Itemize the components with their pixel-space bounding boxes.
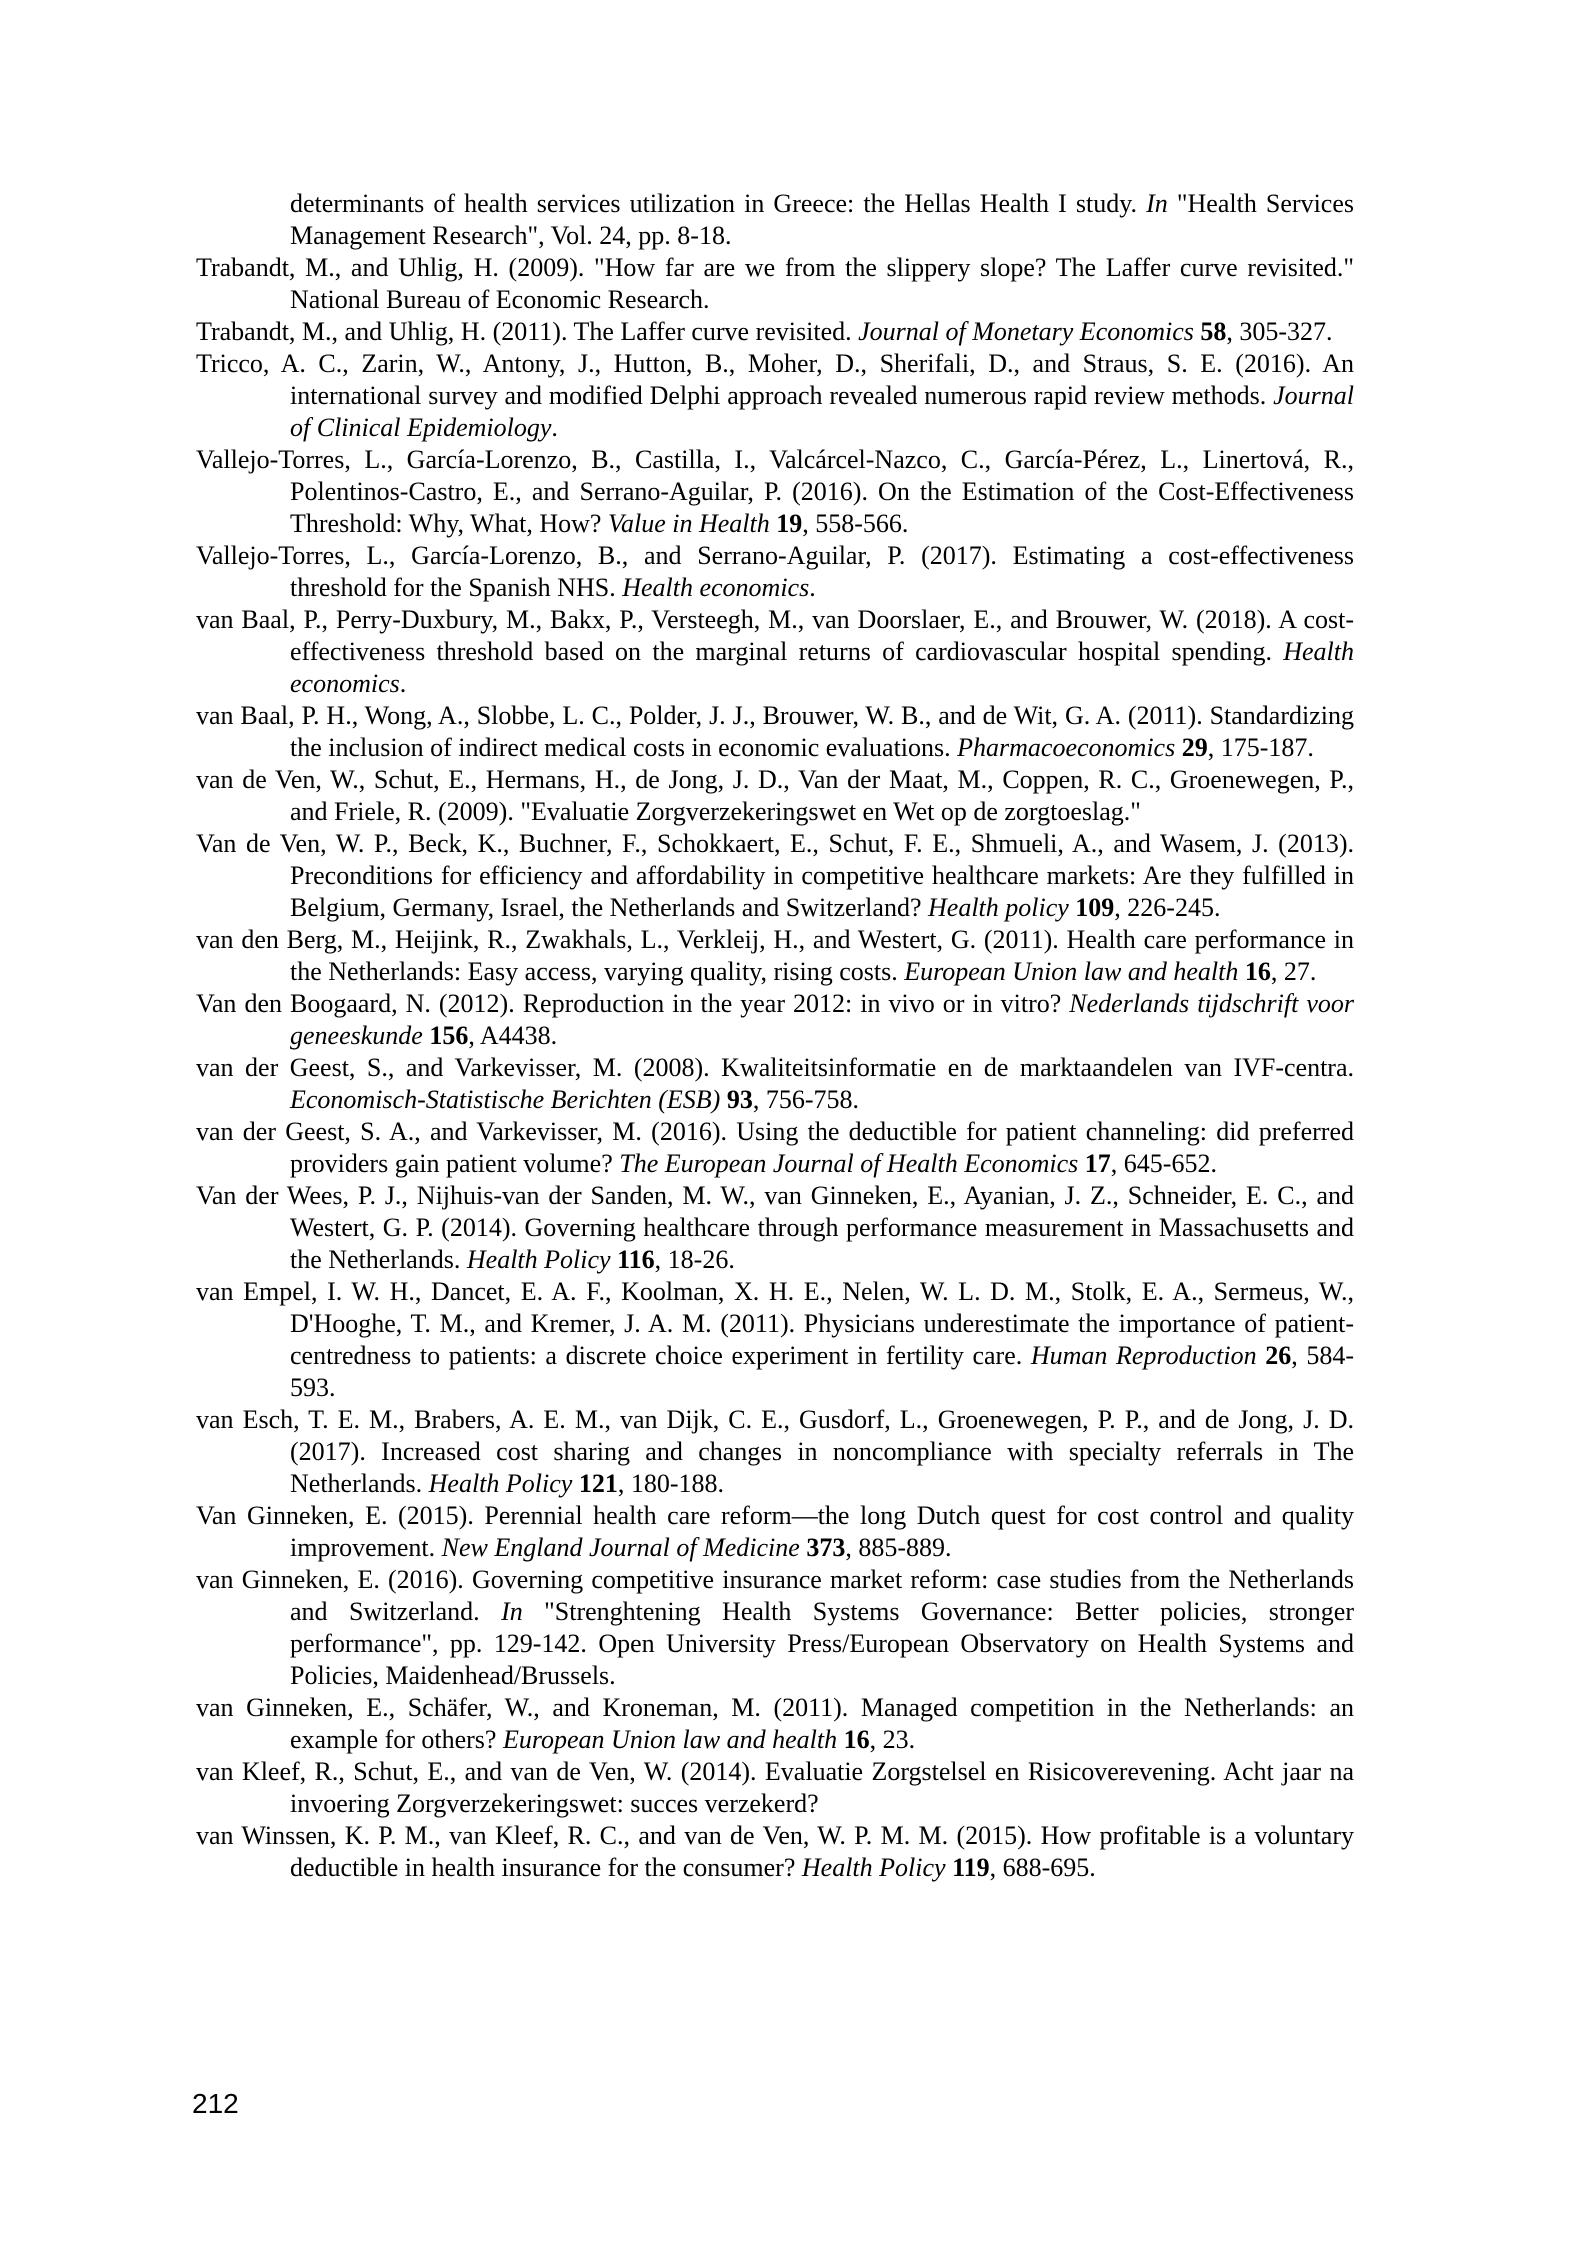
journal-title: Health policy [928,893,1069,922]
reference-text: van Baal, P. H., Wong, A., Slobbe, L. C., Polder, J. J., Brouwer, W. B., and de Wit, G. A. (2011). Standardizing the inclusion of indirect medical costs in economic evaluations. [196,701,1354,762]
reference-text: Trabandt, M., and Uhlig, H. (2011). The Laffer curve revisited. [196,317,859,346]
reference-entry [196,764,1354,828]
journal-title: Nederlands tijdschrift voor geneeskunde [290,989,1354,1050]
reference-text: Van den Boogaard, N. (2012). Reproduction in the year 2012: in vivo or in vitro? [196,989,1070,1018]
references-list [196,188,1354,1884]
reference-entry [196,444,1354,540]
journal-title: In [501,1597,523,1626]
volume-number: 19 [776,509,803,538]
journal-title: Economisch-Statistische Berichten (ESB) [290,1085,721,1114]
reference-entry [196,1820,1354,1884]
reference-entry [196,604,1354,700]
reference-text: van Kleef, R., Schut, E., and van de Ven, W. (2014). Evaluatie Zorgstelsel en Risicoverevening. Acht jaar na invoering Zorgverzekeringswet: succes verzekerd? [196,1757,1354,1818]
reference-text: "Strenghtening Health Systems Governance: Better policies, stronger performance", pp. 129-142. Open University Press/European Observatory on Health Systems and Policies, Maidenhead/Brussels. [290,1597,1354,1690]
journal-title: European Union law and health [904,957,1239,986]
journal-title: Health economics [290,637,1354,698]
reference-entry [196,1564,1354,1692]
volume-number: 29 [1181,733,1208,762]
volume-number: 26 [1265,1341,1292,1370]
reference-entry [196,1756,1354,1820]
reference-text: determinants of health services utilization in Greece: the Hellas Health I study. [290,189,1147,218]
reference-text: van der Geest, S. A., and Varkevisser, M. (2016). Using the deductible for patient channeling: did preferred providers gain patient volume? [196,1117,1354,1178]
journal-title: New England Journal of Medicine [441,1533,800,1562]
reference-text: van Winssen, K. P. M., van Kleef, R. C., and van de Ven, W. P. M. M. (2015). How profitable is a voluntary deductible in health insurance for the consumer? [196,1821,1354,1882]
reference-text: . [551,413,558,442]
journal-title: European Union law and health [502,1725,838,1754]
volume-number: 17 [1084,1149,1111,1178]
reference-entry [196,1052,1354,1116]
volume-number: 16 [843,1725,870,1754]
volume-number: 109 [1075,893,1115,922]
reference-text: Trabandt, M., and Uhlig, H. (2009). "How far are we from the slippery slope? The Laffer curve revisited." National Bureau of Economic Research. [196,253,1354,314]
reference-entry [196,1500,1354,1564]
reference-entry [196,828,1354,924]
volume-number: 116 [617,1245,655,1274]
volume-number: 58 [1200,317,1227,346]
reference-text: . [809,573,816,602]
reference-text: , 180-188. [617,1469,724,1498]
reference-entry [196,1276,1354,1404]
reference-text: , 226-245. [1114,893,1221,922]
reference-text: van Ginneken, E., Schäfer, W., and Kroneman, M. (2011). Managed competition in the Netherlands: an example for others? [196,1693,1354,1754]
journal-title: Health Policy [801,1853,946,1882]
reference-entry [196,540,1354,604]
journal-title: Health economics [622,573,810,602]
reference-text: , 27. [1270,957,1317,986]
journal-title: Journal of Monetary Economics [858,317,1194,346]
reference-text: van Baal, P., Perry-Duxbury, M., Bakx, P., Versteegh, M., van Doorslaer, E., and Brouwer, W. (2018). A cost-effectiveness threshold based on the marginal returns of cardiovascular hospital spending. [196,605,1354,666]
reference-entry [196,1180,1354,1276]
reference-text: . [399,669,407,698]
reference-entry [196,1404,1354,1500]
reference-text: van de Ven, W., Schut, E., Hermans, H., de Jong, J. D., Van der Maat, M., Coppen, R. C., Groenewegen, P., and Friele, R. (2009). "Evaluatie Zorgverzekeringswet en Wet op de zorgtoeslag." [196,765,1354,826]
reference-text: Vallejo-Torres, L., García-Lorenzo, B., Castilla, I., Valcárcel-Nazco, C., García-Pérez, L., Linertová, R., Polentinos-Castro, E., and Serrano-Aguilar, P. (2016). On the Estimation of the Cost-Effectiveness Threshold: Why, What, How? [196,445,1354,538]
volume-number: 93 [726,1085,753,1114]
reference-entry [196,188,1354,252]
journal-title: Human Reproduction [1030,1341,1257,1370]
volume-number: 16 [1244,957,1271,986]
reference-entry [196,700,1354,764]
reference-text: Van de Ven, W. P., Beck, K., Buchner, F., Schokkaert, E., Schut, F. E., Shmueli, A., and Wasem, J. (2013). Preconditions for efficiency and affordability in competitive healthcare markets: Are they fulfilled in Belgium, Germany, Israel, the Netherlands and Switzerland? [196,829,1354,922]
journal-title: Health Policy [428,1469,573,1498]
reference-entry [196,316,1354,348]
volume-number: 156 [429,1021,469,1050]
journal-title: Value in Health [607,509,770,538]
reference-text: , 305-327. [1226,317,1333,346]
reference-text: Van Ginneken, E. (2015). Perennial health care reform—the long Dutch quest for cost control and quality improvement. [196,1501,1354,1562]
reference-text: , 23. [869,1725,916,1754]
reference-text: , 175-187. [1207,733,1314,762]
reference-entry [196,252,1354,316]
volume-number: 373 [806,1533,846,1562]
reference-text: , A4438. [468,1021,558,1050]
reference-text: "Health Services Management Research", Vol. 24, pp. 8-18. [290,189,1355,250]
journal-title: Journal of Clinical Epidemiology [290,381,1354,442]
reference-text: , 688-695. [989,1853,1096,1882]
reference-text: , 558-566. [802,509,909,538]
reference-text: , 584-593. [290,1341,1355,1402]
journal-title: Health Policy [466,1245,611,1274]
page-number: 212 [192,2088,239,2119]
reference-text: Tricco, A. C., Zarin, W., Antony, J., Hutton, B., Moher, D., Sherifali, D., and Straus, S. E. (2016). An international survey and modified Delphi approach revealed numerous rapid review methods. [196,349,1354,410]
reference-entry [196,348,1354,444]
reference-entry [196,988,1354,1052]
reference-text: , 18-26. [654,1245,735,1274]
reference-text: , 885-889. [845,1533,952,1562]
reference-entry [196,1692,1354,1756]
journal-title: Pharmacoeconomics [957,733,1176,762]
reference-text [1257,1341,1266,1370]
volume-number: 121 [578,1469,618,1498]
reference-text: van der Geest, S., and Varkevisser, M. (2008). Kwaliteitsinformatie en de marktaandelen van IVF-centra. [196,1053,1354,1082]
reference-entry [196,924,1354,988]
journal-title: In [1146,189,1168,218]
reference-text: van den Berg, M., Heijink, R., Zwakhals, L., Verkleij, H., and Westert, G. (2011). Health care performance in the Netherlands: Easy access, varying quality, rising costs. [196,925,1354,986]
reference-text: , 645-652. [1110,1149,1217,1178]
volume-number: 119 [952,1853,990,1882]
journal-title: The European Journal of Health Economics [619,1149,1079,1178]
reference-text: Vallejo-Torres, L., García-Lorenzo, B., and Serrano-Aguilar, P. (2017). Estimating a cost-effectiveness threshold for the Spanish NHS. [196,541,1354,602]
reference-text: van Esch, T. E. M., Brabers, A. E. M., van Dijk, C. E., Gusdorf, L., Groenewegen, P. P., and de Jong, J. D. (2017). Increased cost sharing and changes in noncompliance with specialty referrals in The Netherlands. [196,1405,1354,1498]
reference-text: , 756-758. [752,1085,859,1114]
reference-text: van Empel, I. W. H., Dancet, E. A. F., Koolman, X. H. E., Nelen, W. L. D. M., Stolk, E. A., Sermeus, W., D'Hooghe, T. M., and Kremer, J. A. M. (2011). Physicians underestimate the importance of patient-centredness to patients: a discrete choice experiment in fertility care. [196,1277,1354,1370]
reference-text: Van der Wees, P. J., Nijhuis-van der Sanden, M. W., van Ginneken, E., Ayanian, J. Z., Schneider, E. C., and Westert, G. P. (2014). Governing healthcare through performance measurement in Massachusetts and the Netherlands. [196,1181,1354,1274]
reference-entry [196,1116,1354,1180]
reference-text: van Ginneken, E. (2016). Governing competitive insurance market reform: case studies from the Netherlands and Switzerland. [196,1565,1354,1626]
